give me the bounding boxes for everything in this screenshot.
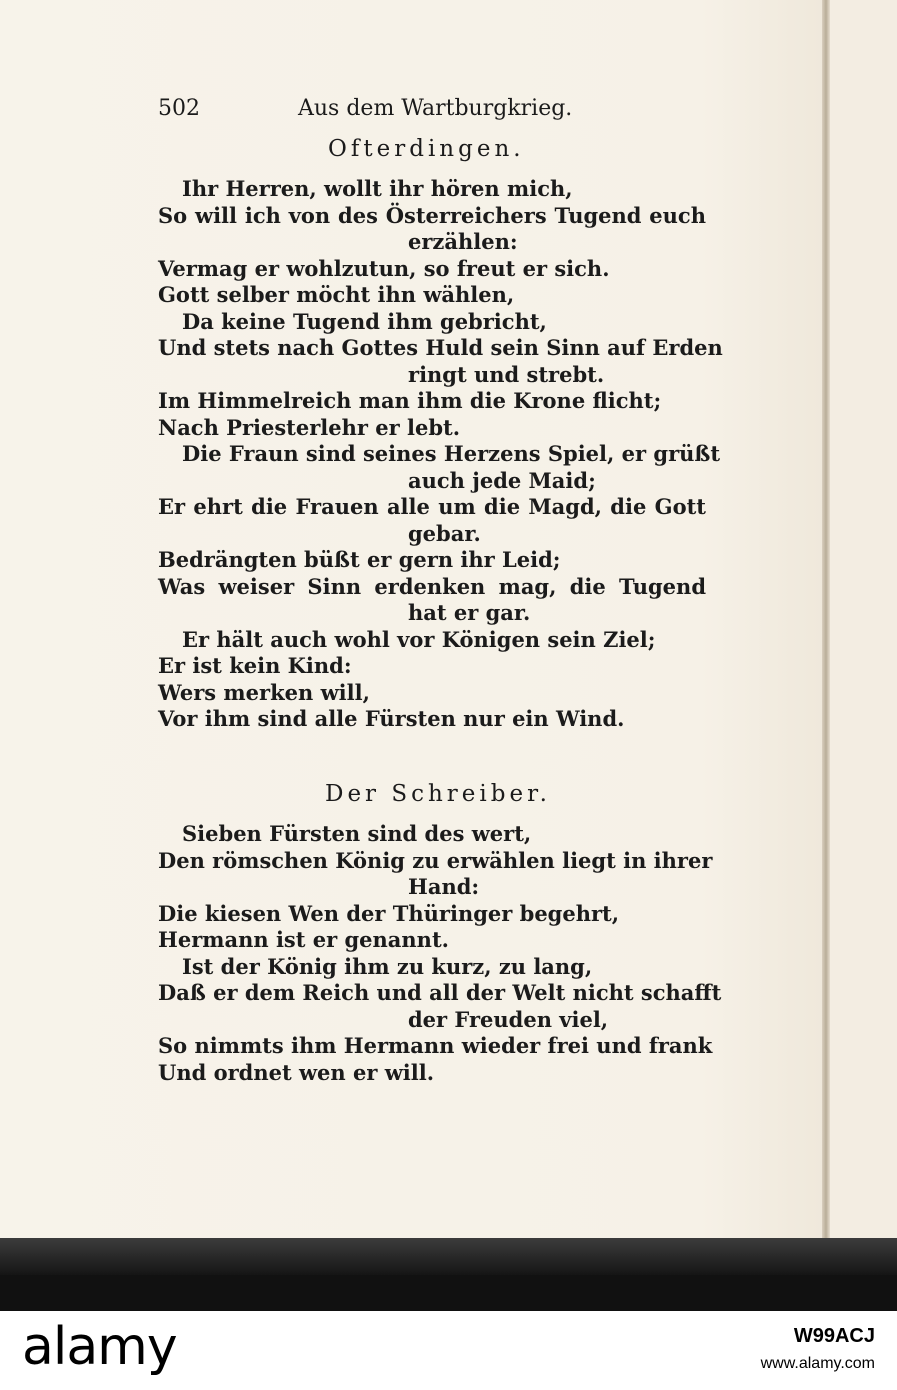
- poem-line: Er ist kein Kind:: [158, 653, 352, 678]
- poem-line: Ist der König ihm zu kurz, zu lang,: [182, 953, 593, 979]
- poem-line: Hand:: [408, 874, 480, 899]
- poem-line: Vermag er wohlzutun, so freut er sich.: [158, 255, 610, 281]
- poem-line: erzählen:: [408, 229, 518, 254]
- poem-schreiber: [158, 821, 722, 1086]
- poem-line: ringt und strebt.: [408, 361, 605, 387]
- poem-line: gebar.: [408, 520, 481, 546]
- poem-ofterdingen: [158, 176, 723, 733]
- page-header: [0, 96, 824, 126]
- poem-line: So nimmts ihm Hermann wieder frei und frank: [158, 1033, 713, 1058]
- poem-line: Hermann ist er genannt.: [158, 927, 449, 952]
- poem-line: auch jede Maid;: [408, 467, 596, 493]
- poem-line: Die kiesen Wen der Thüringer begehrt,: [158, 900, 620, 926]
- facing-page-edge: [830, 0, 897, 1275]
- watermark-footer: [0, 1311, 897, 1390]
- book-gutter: [822, 0, 830, 1275]
- site-url: www.alamy.com: [760, 1355, 875, 1372]
- poem-line: hat er gar.: [408, 600, 531, 625]
- poem-line: Sieben Fürsten sind des wert,: [182, 821, 532, 846]
- poem-line: Wers merken will,: [158, 679, 370, 705]
- poem-line: Und stets nach Gottes Huld sein Sinn auf Erden: [158, 335, 723, 360]
- poem-line: Ihr Herren, wollt ihr hören mich,: [182, 176, 573, 201]
- section-title-schreiber: Der Schreiber.: [325, 781, 551, 807]
- running-head: Aus dem Wartburgkrieg.: [298, 96, 573, 121]
- poem-line: Daß er dem Reich und all der Welt nicht schafft: [158, 980, 722, 1005]
- poem-line: Und ordnet wen er will.: [158, 1059, 435, 1085]
- poem-line: Was weiser Sinn erdenken mag, die Tugend: [158, 573, 706, 599]
- alamy-logo: [22, 1317, 177, 1377]
- scan-bottom-band: [0, 1275, 897, 1311]
- image-id: W99ACJ: [793, 1325, 875, 1347]
- poem-line: Die Fraun sind seines Herzens Spiel, er grüßt: [182, 441, 721, 466]
- section-title-ofterdingen: Ofterdingen.: [328, 136, 525, 162]
- poem-line: Bedrängten büßt er gern ihr Leid;: [158, 547, 561, 572]
- poem-line: Da keine Tugend ihm gebricht,: [182, 308, 547, 334]
- book-cover-edge: [0, 1238, 897, 1275]
- poem-line: Gott selber möcht ihn wählen,: [158, 282, 515, 307]
- poem-line: Er hält auch wohl vor Königen sein Ziel;: [182, 626, 656, 652]
- poem-line: der Freuden viel,: [408, 1006, 609, 1032]
- poem-line: Nach Priesterlehr er lebt.: [158, 414, 461, 440]
- poem-line: Im Himmelreich man ihm die Krone flicht;: [158, 388, 662, 413]
- poem-line: Er ehrt die Frauen alle um die Magd, die Gott: [158, 494, 706, 519]
- alamy-logo-text: alamy: [22, 1317, 177, 1377]
- page-number: 502: [158, 96, 200, 121]
- poem-line: Den römschen König zu erwählen liegt in ihrer: [158, 847, 713, 873]
- poem-line: So will ich von des Österreichers Tugend euch: [158, 202, 706, 228]
- poem-line: Vor ihm sind alle Fürsten nur ein Wind.: [158, 706, 625, 731]
